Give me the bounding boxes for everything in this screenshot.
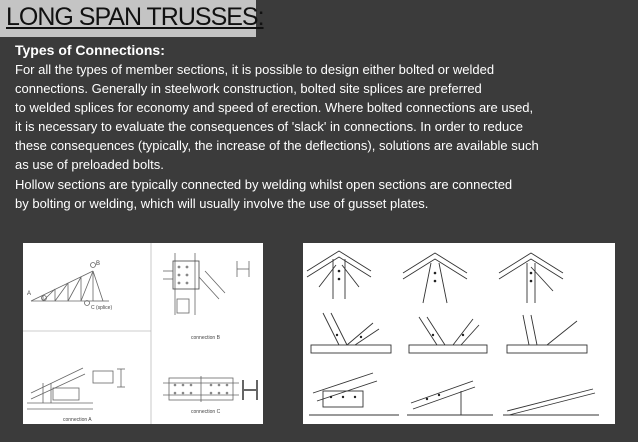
title-bar [0,0,264,37]
label-connection-c: connection C [191,409,221,415]
gusset-plate-details-figure [303,243,615,424]
label-b: B [96,261,101,267]
paragraph-hollow-sections: Hollow sections are typically connected by welding whilst open sections are connected by bolting or welding, which will usually involve the use of gusset plates. [15,176,513,211]
label-c-splice: C (splice) [91,305,113,311]
page-title: LONG SPAN TRUSSES: [6,3,264,31]
section-heading: Types of Connections: [15,42,165,58]
connection-details-figure [23,243,263,424]
gusset-plate-details-drawing [303,243,615,424]
content-area [15,42,627,213]
label-connection-a: connection A [63,417,92,423]
connection-details-drawing [23,243,263,424]
label-a: A [27,291,32,297]
label-connection-b: connection B [191,335,220,341]
paragraph-bolted-connections: For all the types of member sections, it is possible to design either bolted or welded connections. Generally in steelwork construction, bolted site splices are preferred to welded splices for economy and speed of erection. Where bolted connections are used, it is necessary to evaluate the consequences of 'slack' in connections. In order to reduce these consequences (typically, the increase of the deflections), solutions are available such as use of preloaded bolts. [15,62,539,173]
